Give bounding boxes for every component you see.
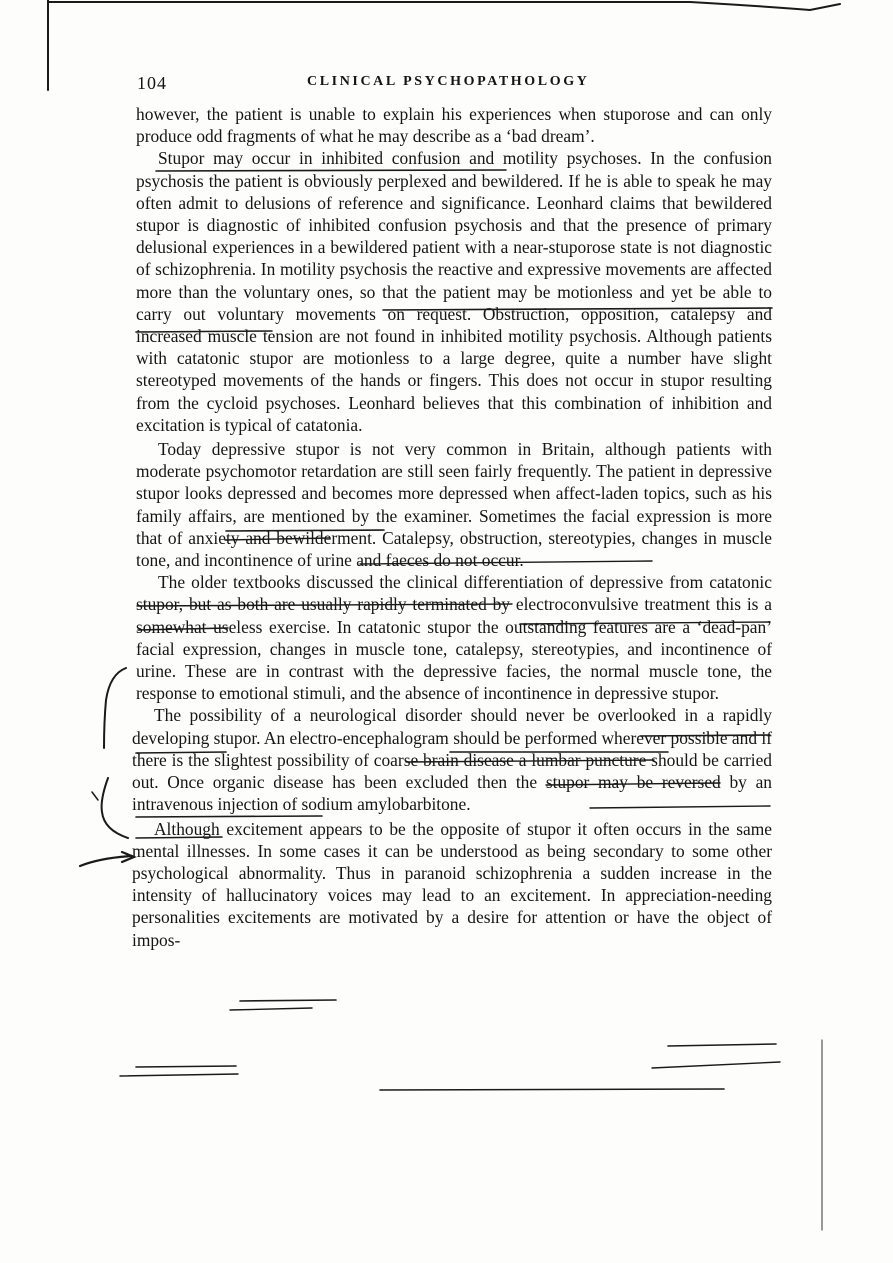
paragraph-excitement: Although excitement appears to be the opposite of stupor it often occurs in the same mental illnesses. In some cases it can be understood as being secondary to some other psychological abnormality. Thus in paranoid schizophrenia a sudden increase in the intensity of hallucinatory voices may lead to an excitement. In appreciation-needing personalities excitements are motivated by a desire for attention or have the object of impos- [132,818,772,950]
running-title: CLINICAL PSYCHOPATHOLOGY [307,74,590,89]
paragraph-depressive-stupor: Today depressive stupor is not very common in Britain, although patients with moderate psychomotor retardation are still seen fairly frequently. The patient in depressive stupor looks depressed and becomes more depressed when affect-laden topics, such as his family affairs, are mentioned by the examiner. Sometimes the facial expression is more that of anxiety and bewilderment. Catalepsy, obstruction, stereotypies, changes in muscle tone, and incontinence of urine and faeces do not occur. [136,439,772,571]
margin-tick [92,792,98,800]
paragraph-neurological: The possibility of a neurological disorder should never be overlooked in a rapidly developing stupor. An electro-encephalogram should be performed wherever possible and if there is the slightest possibility of coarse brain disease a lumbar puncture should be carried out. Once organic disease has been excluded then the stupor may be reversed by an intravenous injection of sodium amylobarbitone. [132,705,772,815]
paragraph-continuation: however, the patient is unable to explain his experiences when stuporose and can only produce odd fragments of what he may describe as a ‘bad dream’. [136,104,772,147]
paragraph-stupor-cycloid: Stupor may occur in inhibited confusion and motility psychoses. In the confusion psychosis the patient is obviously perplexed and bewildered. If he is able to speak he may often admit to delusions of reference and significance. Leonhard claims that bewildered stupor is diagnostic of inhibited confusion psychosis and that the presence of primary delusional experiences in a bewildered patient with a near-stuporose state is not diagnostic of schizophrenia. In motility psychosis the reactive and expressive movements are affected more than the voluntary ones, so that the patient may be motionless and yet be able to carry out voluntary movements on request. Obstruction, opposition, catalepsy and increased muscle tension are not found in inhibited motility psychosis. Although patients with catatonic stupor are motionless to a large degree, quite a number have slight stereotyped movements of the hands or fingers. This does not occur in stupor resulting from the cycloid psychoses. Leonhard believes that this combination of inhibition and excitation is typical of catatonia. [136,148,772,435]
page-header [137,73,773,95]
paragraph-differentiation: The older textbooks discussed the clinical differentiation of depressive from catatonic stupor, but as both are usually rapidly terminated by electroconvulsive treatment this is a somewhat useless exercise. In catatonic stupor the outstanding features are a ‘dead-pan’ facial expression, changes in muscle tone, catalepsy, stereotypies, and incontinence of urine. These are in contrast with the depressive facies, the normal muscle tone, the response to emotional stimuli, and the absence of incontinence in depressive stupor. [136,572,772,704]
page-number: 104 [137,73,167,93]
scan-edge-top [48,2,840,10]
margin-bracket [102,668,128,838]
body-text [132,103,772,951]
margin-arrow [80,852,134,866]
